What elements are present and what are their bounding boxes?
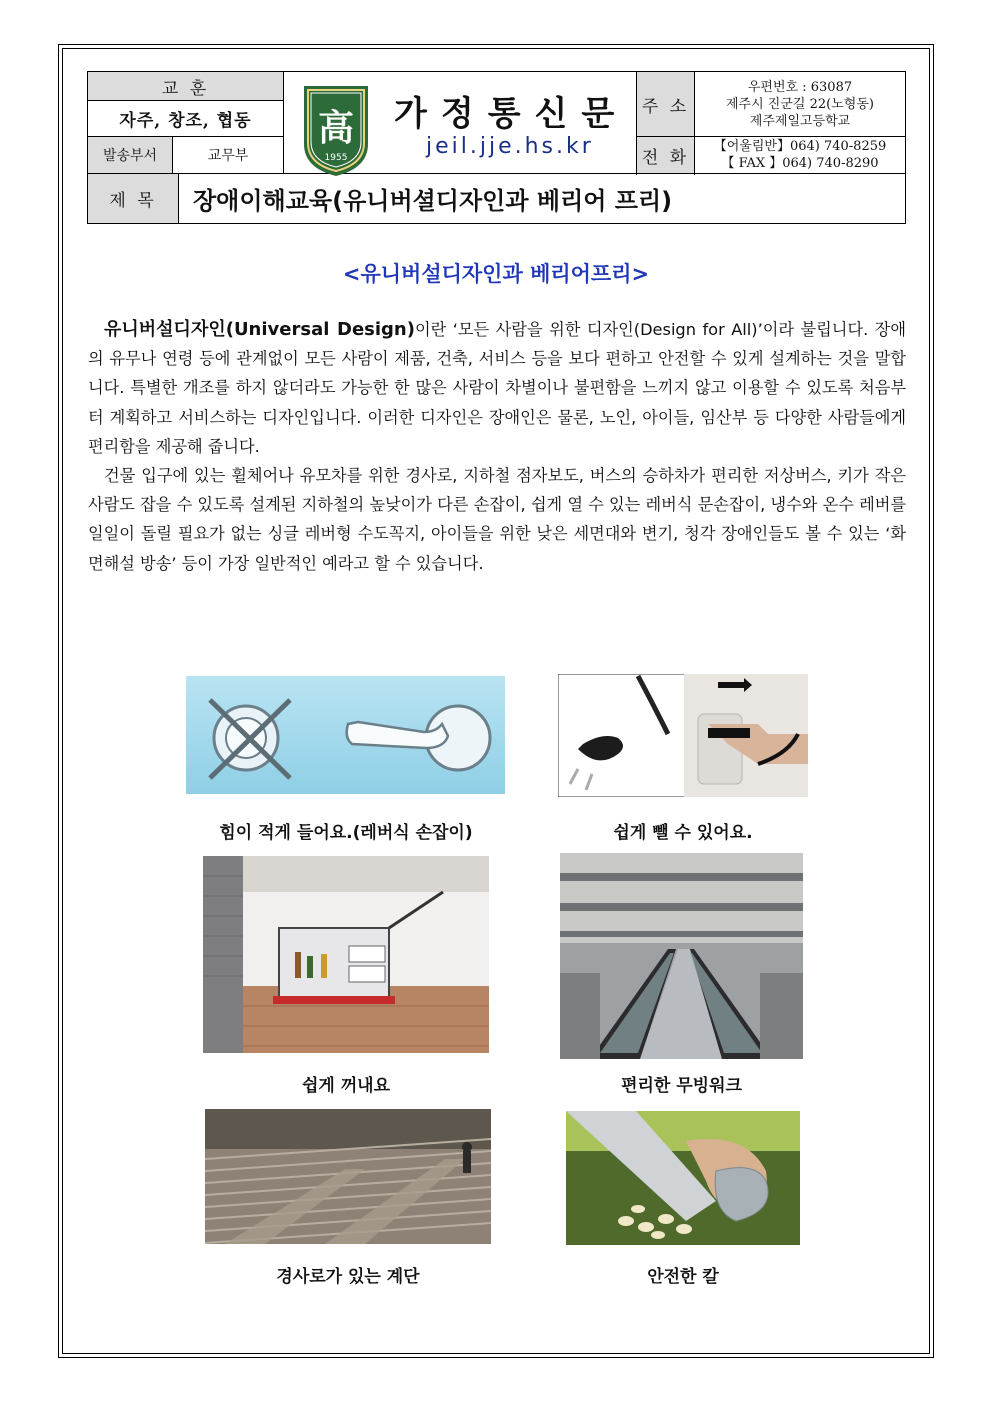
paragraph-2: 건물 입구에 있는 휠체어나 유모차를 위한 경사로, 지하철 점자보도, 버스의 승하차가 편리한 저상버스, 키가 작은 사람도 잡을 수 있도록 설계된 지하철의 높낮이가 다른 손잡이, 쉽게 열 수 있는 레버식 문손잡이, 냉수와 온수 레버를 일일이 돌릴 필요가 없는 싱글 레버형 수도꼭지, 아이들을 위한 낮은 세면대와 변기, 청각 장애인들도 볼 수 있는 ‘화면해설 방송’ 등이 가장 일반적인 예라고 할 수 있습니다. <box>88 466 906 573</box>
subject-value: 장애이해교육(유니버셜디자인과 베리어 프리) <box>193 187 673 215</box>
paragraph-1 <box>88 315 906 461</box>
paragraph-1-body: 이란 ‘모든 사람을 위한 디자인(Design for All)’이라 불립니다. 장애의 유무나 연령 등에 관계없이 모든 사람이 제품, 건축, 서비스 등을 보다 편하고 안전할 수 있게 설계하는 것을 말합니다. 특별한 개조를 하지 않더라도 가능한 한 많은 사람이 차별이나 불편함을 느끼지 않고 이용할 수 있도록 처음부터 계획하고 서비스하는 디자인입니다. 이러한 디자인은 장애인은 물론, 노인, 아이들, 임산부 등 다양한 사람들에게 편리함을 제공해 줍니다. <box>88 320 906 456</box>
ramp-stairs-photo <box>205 1109 491 1244</box>
caption-pulldown-shelf: 쉽게 꺼내요 <box>301 1076 391 1096</box>
caption-lever-handle: 힘이 적게 들어요.(레버식 손잡이) <box>219 823 473 843</box>
phone-caption: 전 화 <box>637 137 695 174</box>
phone-line: 【어울림반】064) 740-8259 <box>713 139 887 154</box>
lever-handle-photo <box>186 676 505 794</box>
logo-year: 1955 <box>324 153 348 163</box>
motto-caption: 교 훈 <box>88 72 284 101</box>
safe-knife-photo <box>566 1111 800 1245</box>
title-cell <box>284 72 637 174</box>
subject-caption: 제 목 <box>88 174 179 223</box>
logo-character: 高 <box>317 107 355 149</box>
subject-row <box>88 174 905 223</box>
dept-caption: 발송부서 <box>88 137 173 173</box>
address-line: 우편번호 : 63087 <box>747 79 853 95</box>
address-line: 제주제일고등학교 <box>749 113 851 129</box>
caption-ramp-stairs: 경사로가 있는 계단 <box>276 1267 420 1287</box>
pulldown-shelf-photo <box>203 856 489 1053</box>
moving-walkway-photo <box>560 853 803 1059</box>
easy-plug-photo <box>558 674 808 797</box>
body-text <box>88 315 906 578</box>
dept-row <box>88 137 283 173</box>
school-logo <box>298 82 374 178</box>
address-line: 제주시 진군길 22(노형동) <box>726 96 874 112</box>
section-heading: <유니버설디자인과 베리어프리> <box>342 262 650 286</box>
address-caption: 주 소 <box>637 72 695 137</box>
caption-easy-plug: 쉽게 뺄 수 있어요. <box>613 823 753 843</box>
letter-header <box>87 71 906 224</box>
phone-line: 【 FAX 】064) 740-8290 <box>721 156 879 171</box>
phone-block <box>695 137 906 174</box>
caption-moving-walkway: 편리한 무빙워크 <box>621 1076 742 1096</box>
dept-value: 교무부 <box>207 148 249 164</box>
caption-safe-knife: 안전한 칼 <box>647 1267 719 1287</box>
school-motto: 자주, 창조, 협동 <box>88 101 284 137</box>
paragraph-1-lead: 유니버설디자인(Universal Design) <box>104 319 415 340</box>
address-block <box>695 72 906 137</box>
school-website: jeil.jje.hs.kr <box>426 134 594 159</box>
newsletter-title: 가정통신문 <box>394 94 629 134</box>
